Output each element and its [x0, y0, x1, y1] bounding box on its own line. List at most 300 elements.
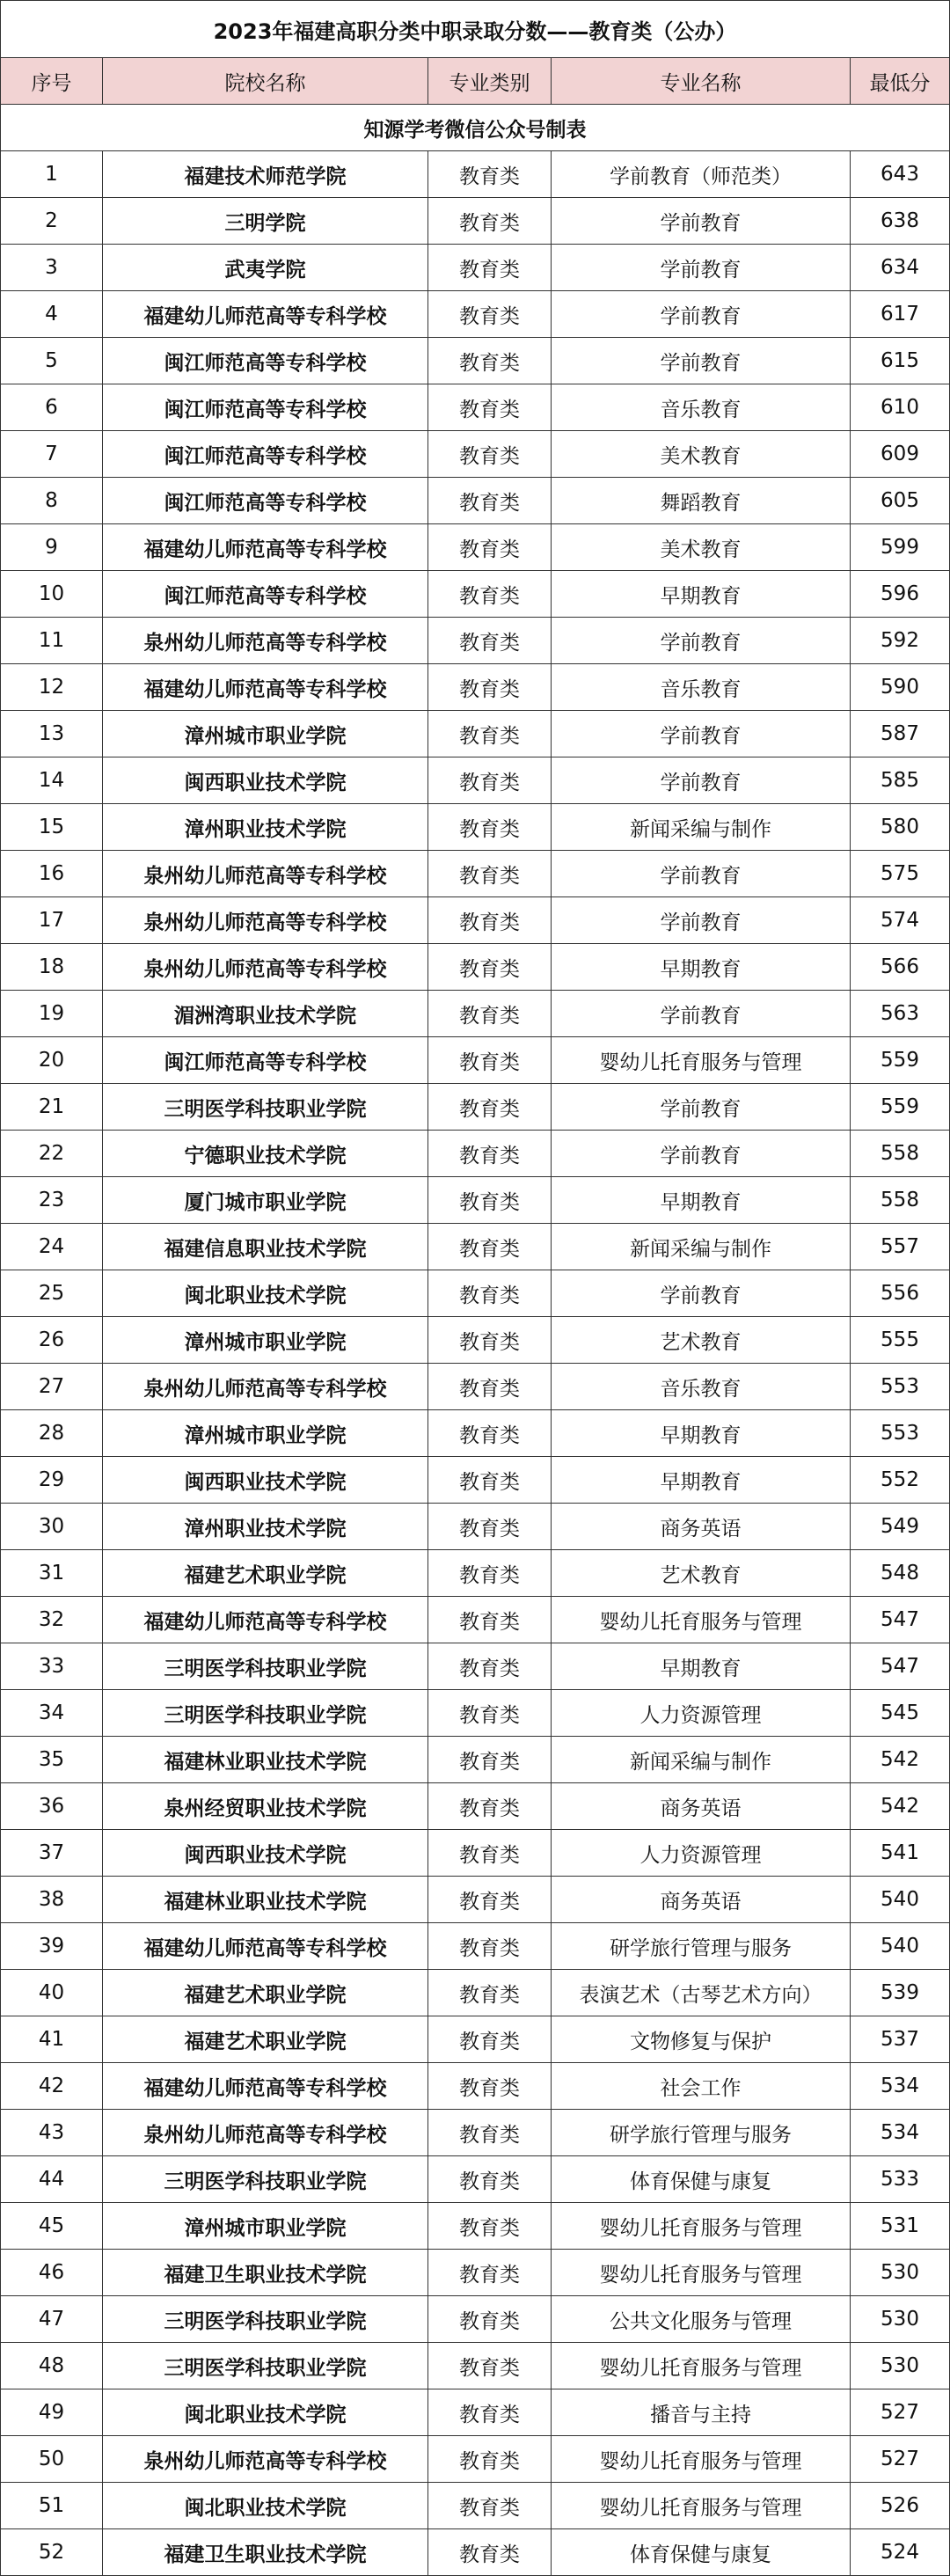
cell-category: 教育类: [428, 804, 552, 851]
cell-no: 8: [1, 478, 103, 524]
cell-no: 50: [1, 2436, 103, 2483]
cell-score: 548: [851, 1550, 950, 1597]
cell-major: 学前教育: [552, 851, 851, 897]
table-row: [1, 2296, 950, 2343]
table-title: 2023年福建高职分类中职录取分数——教育类（公办）: [1, 1, 950, 58]
cell-no: 12: [1, 664, 103, 711]
cell-score: 596: [851, 571, 950, 618]
cell-no: 2: [1, 198, 103, 245]
cell-school: 泉州幼儿师范高等专科学校: [103, 897, 428, 944]
cell-score: 609: [851, 431, 950, 478]
cell-score: 526: [851, 2483, 950, 2529]
cell-no: 6: [1, 384, 103, 431]
table-row: [1, 897, 950, 944]
cell-no: 18: [1, 944, 103, 991]
cell-major: 研学旅行管理与服务: [552, 1923, 851, 1970]
cell-category: 教育类: [428, 1783, 552, 1830]
cell-school: 三明医学科技职业学院: [103, 1643, 428, 1690]
table-row: [1, 804, 950, 851]
table-row: [1, 711, 950, 757]
cell-no: 37: [1, 1830, 103, 1877]
cell-score: 540: [851, 1877, 950, 1923]
cell-category: 教育类: [428, 1177, 552, 1224]
cell-no: 38: [1, 1877, 103, 1923]
cell-major: 人力资源管理: [552, 1830, 851, 1877]
table-row: [1, 524, 950, 571]
header-major: 专业名称: [552, 58, 851, 105]
table-row: [1, 2343, 950, 2389]
cell-score: 563: [851, 991, 950, 1037]
cell-school: 闽西职业技术学院: [103, 1457, 428, 1504]
cell-major: 学前教育: [552, 245, 851, 291]
cell-no: 43: [1, 2110, 103, 2156]
cell-category: 教育类: [428, 1270, 552, 1317]
cell-score: 524: [851, 2529, 950, 2576]
cell-school: 闽北职业技术学院: [103, 2389, 428, 2436]
cell-no: 51: [1, 2483, 103, 2529]
table-title-row: [1, 1, 950, 58]
cell-score: 556: [851, 1270, 950, 1317]
cell-major: 学前教育: [552, 338, 851, 384]
cell-school: 漳州城市职业学院: [103, 2203, 428, 2250]
cell-no: 17: [1, 897, 103, 944]
cell-no: 13: [1, 711, 103, 757]
cell-score: 552: [851, 1457, 950, 1504]
cell-major: 体育保健与康复: [552, 2156, 851, 2203]
cell-category: 教育类: [428, 1970, 552, 2016]
cell-no: 27: [1, 1364, 103, 1410]
cell-no: 3: [1, 245, 103, 291]
cell-category: 教育类: [428, 664, 552, 711]
cell-category: 教育类: [428, 1877, 552, 1923]
cell-score: 558: [851, 1131, 950, 1177]
cell-category: 教育类: [428, 1037, 552, 1084]
cell-major: 早期教育: [552, 1457, 851, 1504]
cell-major: 研学旅行管理与服务: [552, 2110, 851, 2156]
cell-school: 厦门城市职业学院: [103, 1177, 428, 1224]
table-row: [1, 1084, 950, 1131]
table-row: [1, 1037, 950, 1084]
cell-category: 教育类: [428, 1317, 552, 1364]
cell-no: 29: [1, 1457, 103, 1504]
table-row: [1, 2203, 950, 2250]
table-row: [1, 2016, 950, 2063]
cell-no: 5: [1, 338, 103, 384]
cell-no: 10: [1, 571, 103, 618]
cell-no: 39: [1, 1923, 103, 1970]
header-no: 序号: [1, 58, 103, 105]
cell-major: 早期教育: [552, 1643, 851, 1690]
cell-no: 42: [1, 2063, 103, 2110]
table-row: [1, 1923, 950, 1970]
cell-school: 福建信息职业技术学院: [103, 1224, 428, 1270]
cell-major: 播音与主持: [552, 2389, 851, 2436]
cell-score: 558: [851, 1177, 950, 1224]
cell-school: 漳州城市职业学院: [103, 1410, 428, 1457]
cell-school: 福建艺术职业学院: [103, 2016, 428, 2063]
cell-school: 闽江师范高等专科学校: [103, 431, 428, 478]
cell-major: 艺术教育: [552, 1550, 851, 1597]
cell-major: 音乐教育: [552, 1364, 851, 1410]
cell-category: 教育类: [428, 338, 552, 384]
cell-school: 漳州城市职业学院: [103, 1317, 428, 1364]
cell-score: 542: [851, 1737, 950, 1783]
cell-school: 福建幼儿师范高等专科学校: [103, 664, 428, 711]
header-category: 专业类别: [428, 58, 552, 105]
cell-major: 早期教育: [552, 571, 851, 618]
cell-category: 教育类: [428, 2483, 552, 2529]
cell-school: 三明医学科技职业学院: [103, 2343, 428, 2389]
cell-no: 19: [1, 991, 103, 1037]
cell-major: 学前教育: [552, 1131, 851, 1177]
table-row: [1, 1457, 950, 1504]
cell-score: 566: [851, 944, 950, 991]
cell-school: 福建卫生职业技术学院: [103, 2529, 428, 2576]
cell-category: 教育类: [428, 198, 552, 245]
cell-category: 教育类: [428, 384, 552, 431]
cell-score: 534: [851, 2063, 950, 2110]
cell-no: 30: [1, 1504, 103, 1550]
table-row: [1, 245, 950, 291]
table-row: [1, 1224, 950, 1270]
cell-major: 体育保健与康复: [552, 2529, 851, 2576]
cell-score: 559: [851, 1037, 950, 1084]
cell-no: 1: [1, 151, 103, 198]
cell-category: 教育类: [428, 711, 552, 757]
table-row: [1, 2529, 950, 2576]
table-row: [1, 851, 950, 897]
table-row: [1, 1877, 950, 1923]
cell-school: 泉州幼儿师范高等专科学校: [103, 1364, 428, 1410]
cell-school: 福建幼儿师范高等专科学校: [103, 1923, 428, 1970]
cell-score: 533: [851, 2156, 950, 2203]
cell-no: 22: [1, 1131, 103, 1177]
cell-major: 新闻采编与制作: [552, 804, 851, 851]
cell-score: 610: [851, 384, 950, 431]
cell-score: 545: [851, 1690, 950, 1737]
cell-school: 闽江师范高等专科学校: [103, 478, 428, 524]
cell-no: 31: [1, 1550, 103, 1597]
table-row: [1, 291, 950, 338]
cell-no: 52: [1, 2529, 103, 2576]
cell-category: 教育类: [428, 2156, 552, 2203]
cell-category: 教育类: [428, 1597, 552, 1643]
cell-school: 三明医学科技职业学院: [103, 1084, 428, 1131]
cell-school: 闽江师范高等专科学校: [103, 338, 428, 384]
cell-category: 教育类: [428, 618, 552, 664]
cell-major: 学前教育: [552, 1084, 851, 1131]
table-row: [1, 1504, 950, 1550]
cell-major: 美术教育: [552, 431, 851, 478]
table-row: [1, 1830, 950, 1877]
cell-major: 学前教育: [552, 198, 851, 245]
table-row: [1, 1270, 950, 1317]
cell-school: 湄洲湾职业技术学院: [103, 991, 428, 1037]
cell-no: 45: [1, 2203, 103, 2250]
cell-major: 学前教育: [552, 991, 851, 1037]
cell-school: 福建艺术职业学院: [103, 1970, 428, 2016]
cell-major: 婴幼儿托育服务与管理: [552, 2250, 851, 2296]
table-credit: 知源学考微信公众号制表: [1, 105, 950, 151]
cell-school: 闽西职业技术学院: [103, 757, 428, 804]
cell-score: 541: [851, 1830, 950, 1877]
cell-category: 教育类: [428, 1224, 552, 1270]
table-row: [1, 1783, 950, 1830]
table-row: [1, 431, 950, 478]
cell-category: 教育类: [428, 757, 552, 804]
cell-category: 教育类: [428, 2343, 552, 2389]
cell-category: 教育类: [428, 991, 552, 1037]
table-row: [1, 478, 950, 524]
table-row: [1, 151, 950, 198]
header-score: 最低分: [851, 58, 950, 105]
cell-category: 教育类: [428, 1131, 552, 1177]
cell-school: 漳州职业技术学院: [103, 1504, 428, 1550]
table-row: [1, 1364, 950, 1410]
cell-score: 638: [851, 198, 950, 245]
cell-no: 25: [1, 1270, 103, 1317]
cell-category: 教育类: [428, 1504, 552, 1550]
cell-school: 福建艺术职业学院: [103, 1550, 428, 1597]
cell-score: 547: [851, 1597, 950, 1643]
cell-score: 527: [851, 2389, 950, 2436]
table-row: [1, 1317, 950, 1364]
cell-no: 48: [1, 2343, 103, 2389]
cell-school: 武夷学院: [103, 245, 428, 291]
cell-no: 11: [1, 618, 103, 664]
cell-score: 599: [851, 524, 950, 571]
cell-score: 615: [851, 338, 950, 384]
cell-major: 婴幼儿托育服务与管理: [552, 2203, 851, 2250]
cell-no: 28: [1, 1410, 103, 1457]
cell-no: 49: [1, 2389, 103, 2436]
cell-category: 教育类: [428, 2296, 552, 2343]
cell-school: 闽江师范高等专科学校: [103, 1037, 428, 1084]
cell-no: 21: [1, 1084, 103, 1131]
cell-category: 教育类: [428, 2110, 552, 2156]
cell-school: 闽北职业技术学院: [103, 1270, 428, 1317]
cell-category: 教育类: [428, 2063, 552, 2110]
cell-school: 福建林业职业技术学院: [103, 1737, 428, 1783]
cell-school: 闽北职业技术学院: [103, 2483, 428, 2529]
cell-score: 559: [851, 1084, 950, 1131]
cell-major: 学前教育: [552, 1270, 851, 1317]
cell-major: 商务英语: [552, 1504, 851, 1550]
cell-major: 商务英语: [552, 1877, 851, 1923]
cell-category: 教育类: [428, 1084, 552, 1131]
cell-category: 教育类: [428, 1364, 552, 1410]
cell-category: 教育类: [428, 431, 552, 478]
cell-score: 585: [851, 757, 950, 804]
cell-school: 漳州城市职业学院: [103, 711, 428, 757]
table-row: [1, 1597, 950, 1643]
cell-major: 表演艺术（古琴艺术方向）: [552, 1970, 851, 2016]
table-row: [1, 991, 950, 1037]
table-row: [1, 1737, 950, 1783]
cell-category: 教育类: [428, 1737, 552, 1783]
cell-major: 学前教育: [552, 897, 851, 944]
cell-school: 福建幼儿师范高等专科学校: [103, 1597, 428, 1643]
cell-no: 15: [1, 804, 103, 851]
cell-major: 人力资源管理: [552, 1690, 851, 1737]
cell-score: 542: [851, 1783, 950, 1830]
cell-major: 早期教育: [552, 944, 851, 991]
table-row: [1, 384, 950, 431]
cell-no: 41: [1, 2016, 103, 2063]
cell-major: 文物修复与保护: [552, 2016, 851, 2063]
cell-score: 617: [851, 291, 950, 338]
cell-no: 47: [1, 2296, 103, 2343]
cell-school: 泉州幼儿师范高等专科学校: [103, 851, 428, 897]
cell-score: 530: [851, 2343, 950, 2389]
cell-major: 学前教育: [552, 618, 851, 664]
cell-category: 教育类: [428, 897, 552, 944]
cell-category: 教育类: [428, 851, 552, 897]
cell-no: 4: [1, 291, 103, 338]
table-row: [1, 1643, 950, 1690]
cell-score: 540: [851, 1923, 950, 1970]
cell-school: 泉州幼儿师范高等专科学校: [103, 618, 428, 664]
cell-category: 教育类: [428, 2250, 552, 2296]
cell-category: 教育类: [428, 2436, 552, 2483]
cell-school: 福建技术师范学院: [103, 151, 428, 198]
cell-no: 23: [1, 1177, 103, 1224]
cell-category: 教育类: [428, 1690, 552, 1737]
cell-category: 教育类: [428, 291, 552, 338]
cell-no: 44: [1, 2156, 103, 2203]
table-row: [1, 618, 950, 664]
cell-major: 公共文化服务与管理: [552, 2296, 851, 2343]
table-row: [1, 338, 950, 384]
cell-score: 574: [851, 897, 950, 944]
cell-category: 教育类: [428, 2203, 552, 2250]
cell-school: 三明医学科技职业学院: [103, 2296, 428, 2343]
cell-major: 早期教育: [552, 1177, 851, 1224]
cell-school: 福建幼儿师范高等专科学校: [103, 524, 428, 571]
cell-no: 40: [1, 1970, 103, 2016]
cell-school: 三明医学科技职业学院: [103, 2156, 428, 2203]
cell-score: 530: [851, 2250, 950, 2296]
cell-major: 艺术教育: [552, 1317, 851, 1364]
cell-score: 530: [851, 2296, 950, 2343]
cell-school: 三明学院: [103, 198, 428, 245]
cell-no: 46: [1, 2250, 103, 2296]
cell-major: 婴幼儿托育服务与管理: [552, 2343, 851, 2389]
table-row: [1, 944, 950, 991]
cell-category: 教育类: [428, 2529, 552, 2576]
table-row: [1, 757, 950, 804]
cell-school: 福建林业职业技术学院: [103, 1877, 428, 1923]
cell-category: 教育类: [428, 1457, 552, 1504]
cell-major: 新闻采编与制作: [552, 1737, 851, 1783]
table-row: [1, 198, 950, 245]
credit-row: [1, 105, 950, 151]
cell-major: 商务英语: [552, 1783, 851, 1830]
cell-no: 24: [1, 1224, 103, 1270]
table-row: [1, 2063, 950, 2110]
cell-category: 教育类: [428, 524, 552, 571]
table-row: [1, 1550, 950, 1597]
table-row: [1, 664, 950, 711]
table-row: [1, 2110, 950, 2156]
header-row: [1, 58, 950, 105]
cell-major: 音乐教育: [552, 384, 851, 431]
cell-no: 7: [1, 431, 103, 478]
cell-score: 527: [851, 2436, 950, 2483]
cell-school: 漳州职业技术学院: [103, 804, 428, 851]
cell-major: 婴幼儿托育服务与管理: [552, 1037, 851, 1084]
cell-score: 557: [851, 1224, 950, 1270]
cell-category: 教育类: [428, 2389, 552, 2436]
table-row: [1, 1690, 950, 1737]
cell-major: 学前教育: [552, 757, 851, 804]
cell-major: 婴幼儿托育服务与管理: [552, 2436, 851, 2483]
cell-major: 婴幼儿托育服务与管理: [552, 1597, 851, 1643]
table-row: [1, 2389, 950, 2436]
cell-school: 福建幼儿师范高等专科学校: [103, 291, 428, 338]
cell-school: 泉州幼儿师范高等专科学校: [103, 2436, 428, 2483]
cell-score: 634: [851, 245, 950, 291]
table-row: [1, 2156, 950, 2203]
cell-school: 福建幼儿师范高等专科学校: [103, 2063, 428, 2110]
cell-no: 20: [1, 1037, 103, 1084]
table-row: [1, 1410, 950, 1457]
cell-score: 587: [851, 711, 950, 757]
cell-no: 33: [1, 1643, 103, 1690]
cell-category: 教育类: [428, 1923, 552, 1970]
cell-major: 早期教育: [552, 1410, 851, 1457]
table-row: [1, 571, 950, 618]
table-row: [1, 2483, 950, 2529]
cell-score: 549: [851, 1504, 950, 1550]
cell-score: 547: [851, 1643, 950, 1690]
cell-major: 学前教育: [552, 711, 851, 757]
header-school: 院校名称: [103, 58, 428, 105]
cell-category: 教育类: [428, 151, 552, 198]
cell-school: 泉州幼儿师范高等专科学校: [103, 944, 428, 991]
cell-category: 教育类: [428, 2016, 552, 2063]
cell-school: 闽江师范高等专科学校: [103, 384, 428, 431]
cell-category: 教育类: [428, 571, 552, 618]
cell-school: 福建卫生职业技术学院: [103, 2250, 428, 2296]
cell-score: 553: [851, 1410, 950, 1457]
table-row: [1, 2250, 950, 2296]
cell-score: 537: [851, 2016, 950, 2063]
cell-no: 34: [1, 1690, 103, 1737]
cell-no: 14: [1, 757, 103, 804]
cell-score: 590: [851, 664, 950, 711]
cell-no: 35: [1, 1737, 103, 1783]
cell-score: 534: [851, 2110, 950, 2156]
cell-score: 553: [851, 1364, 950, 1410]
cell-category: 教育类: [428, 1550, 552, 1597]
table-row: [1, 1131, 950, 1177]
cell-school: 闽江师范高等专科学校: [103, 571, 428, 618]
cell-school: 泉州幼儿师范高等专科学校: [103, 2110, 428, 2156]
cell-score: 580: [851, 804, 950, 851]
cell-major: 婴幼儿托育服务与管理: [552, 2483, 851, 2529]
cell-major: 舞蹈教育: [552, 478, 851, 524]
cell-no: 9: [1, 524, 103, 571]
cell-no: 36: [1, 1783, 103, 1830]
table-row: [1, 1970, 950, 2016]
cell-major: 新闻采编与制作: [552, 1224, 851, 1270]
cell-school: 三明医学科技职业学院: [103, 1690, 428, 1737]
cell-score: 592: [851, 618, 950, 664]
cell-no: 16: [1, 851, 103, 897]
cell-category: 教育类: [428, 1830, 552, 1877]
cell-score: 555: [851, 1317, 950, 1364]
